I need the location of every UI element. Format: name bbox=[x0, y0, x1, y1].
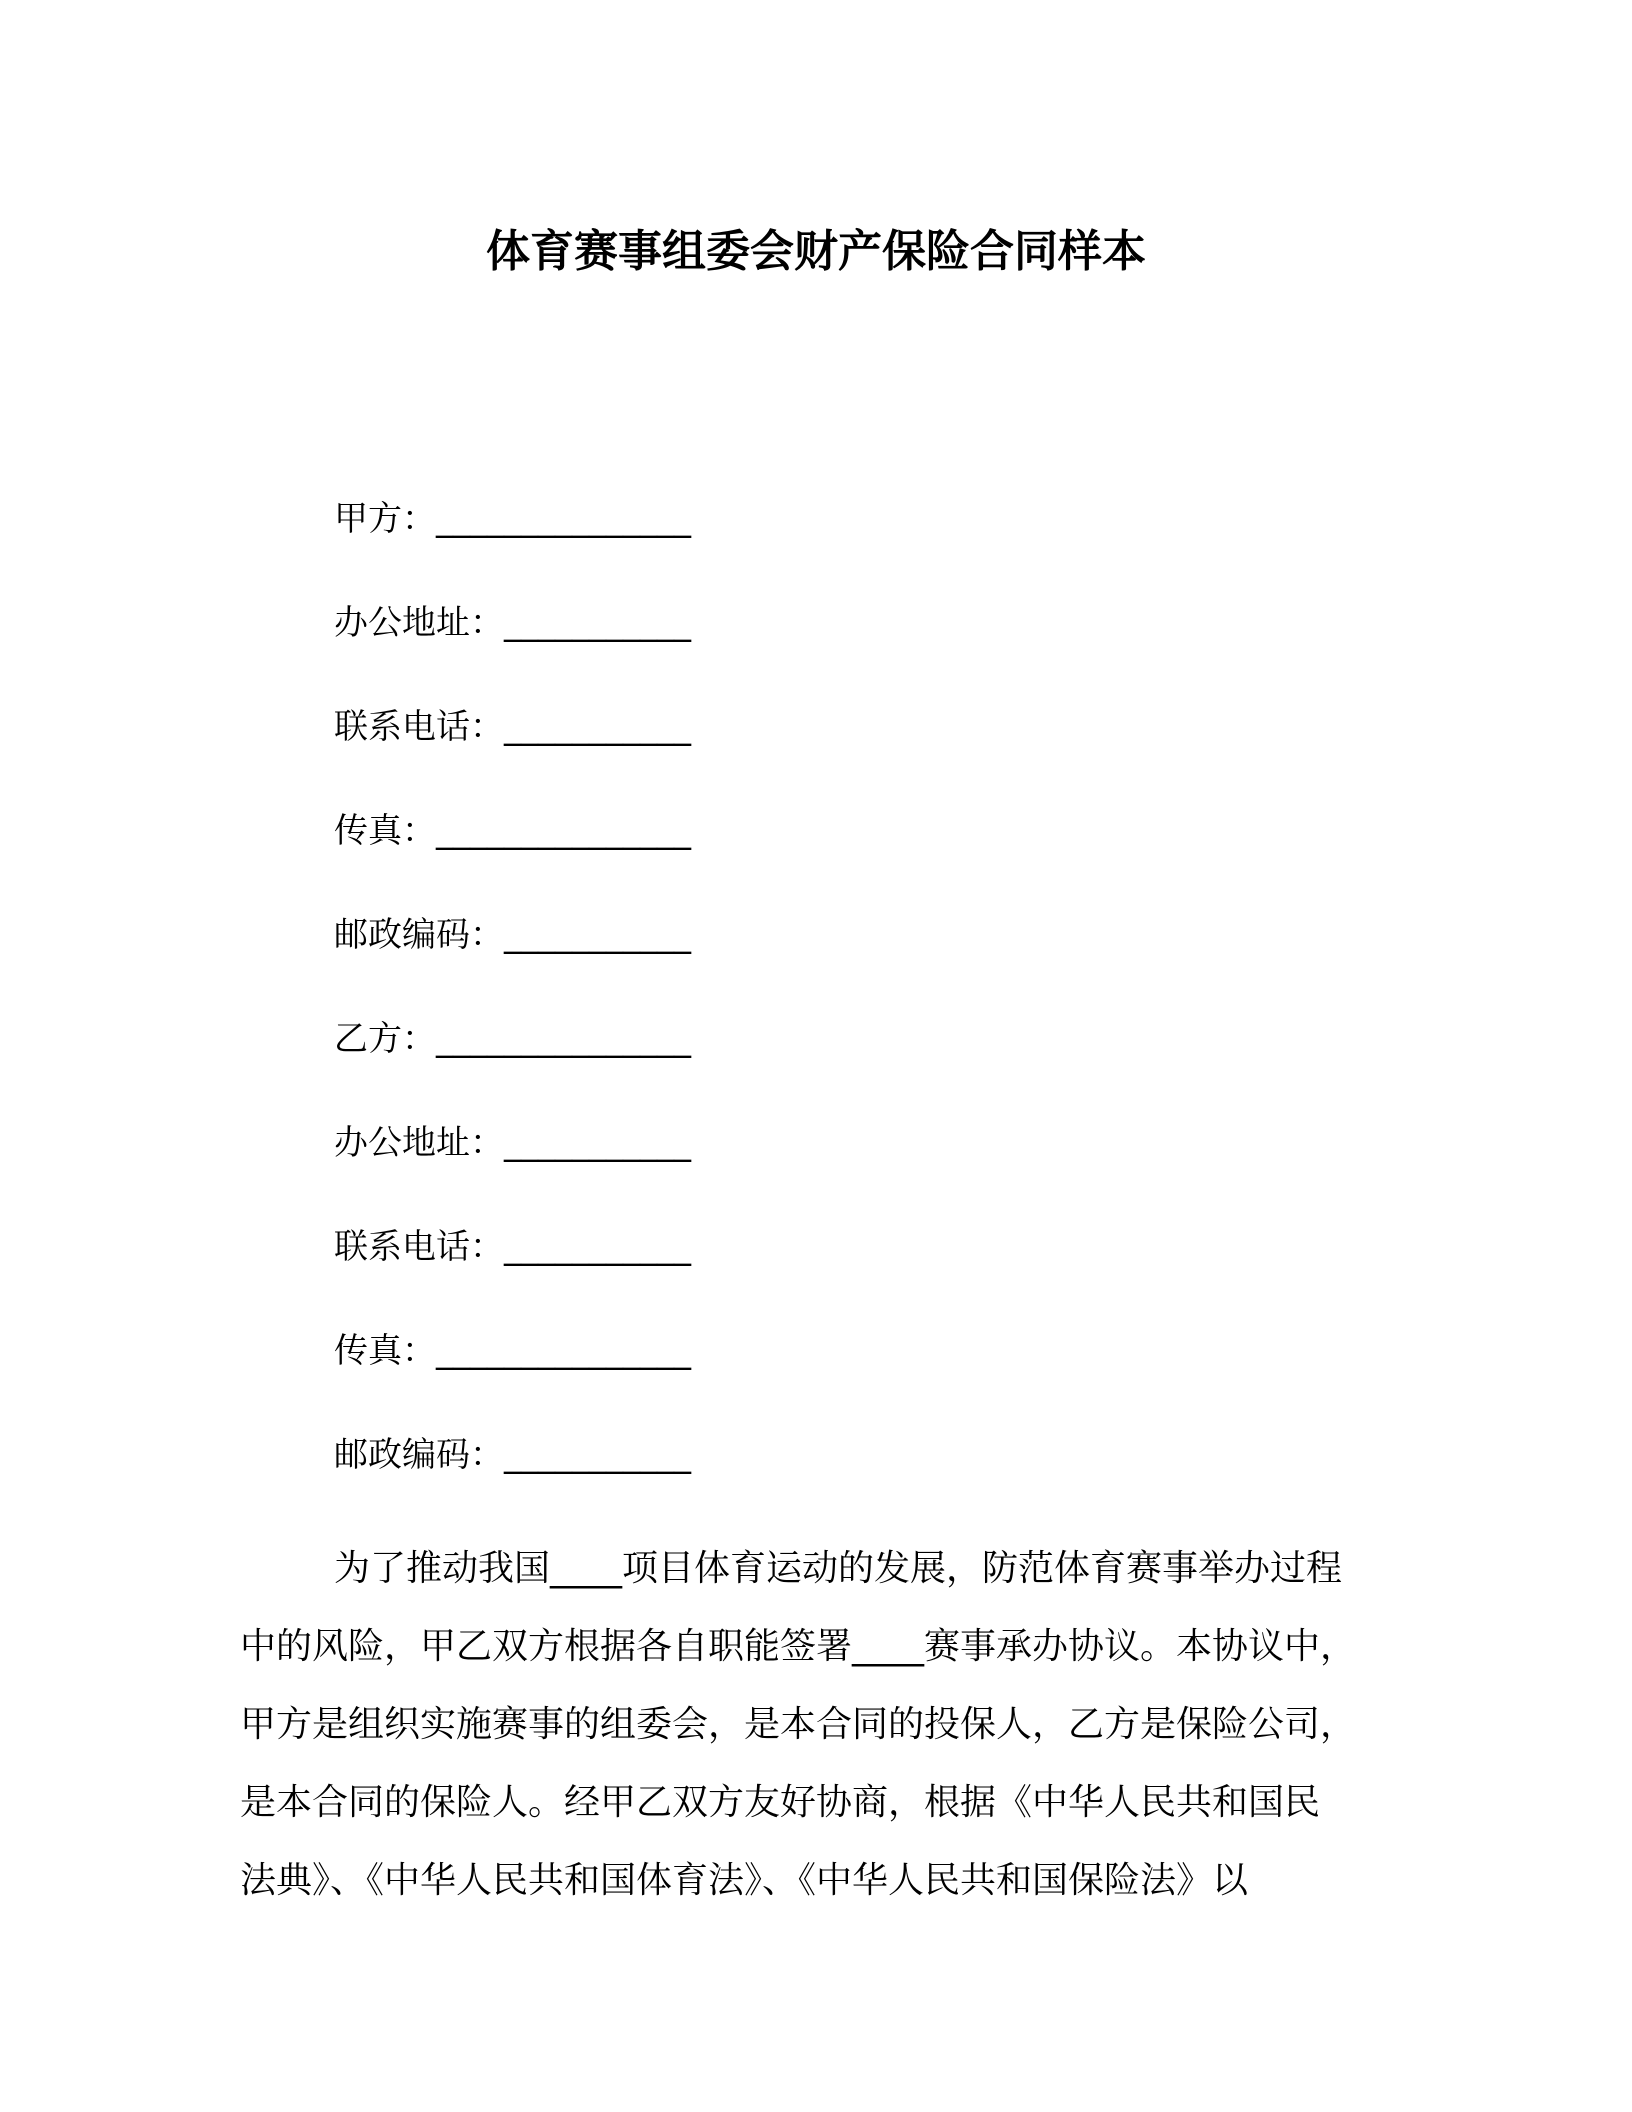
paragraph-line: 中的风险，甲乙双方根据各自职能签署____赛事承办协议。本协议中， bbox=[240, 1626, 1357, 1667]
field-party-a-address: 办公地址：___________ bbox=[334, 603, 691, 643]
field-party-a-fax: 传真：_______________ bbox=[334, 811, 691, 851]
field-party-b-address: 办公地址：___________ bbox=[334, 1123, 691, 1163]
paragraph-line: 甲方是组织实施赛事的组委会，是本合同的投保人，乙方是保险公司， bbox=[240, 1704, 1357, 1745]
paragraph-line: 是本合同的保险人。经甲乙双方友好协商，根据《中华人民共和国民 bbox=[240, 1782, 1321, 1823]
body-paragraph bbox=[240, 1530, 1392, 1920]
document-title: 体育赛事组委会财产保险合同样本 bbox=[486, 226, 1146, 277]
field-party-a-phone: 联系电话：___________ bbox=[334, 707, 691, 747]
field-party-b-phone: 联系电话：___________ bbox=[334, 1227, 691, 1267]
field-party-a-postcode: 邮政编码：___________ bbox=[334, 915, 691, 955]
field-party-b-postcode: 邮政编码：___________ bbox=[334, 1435, 691, 1475]
field-party-a: 甲方：_______________ bbox=[334, 499, 691, 539]
paragraph-line: 法典》、《中华人民共和国体育法》、《中华人民共和国保险法》以 bbox=[240, 1860, 1249, 1901]
party-info-fields bbox=[334, 494, 1434, 1534]
paragraph-line: 为了推动我国____项目体育运动的发展，防范体育赛事举办过程 bbox=[334, 1548, 1343, 1589]
field-party-b-fax: 传真：_______________ bbox=[334, 1331, 691, 1371]
field-party-b: 乙方：_______________ bbox=[334, 1019, 691, 1059]
